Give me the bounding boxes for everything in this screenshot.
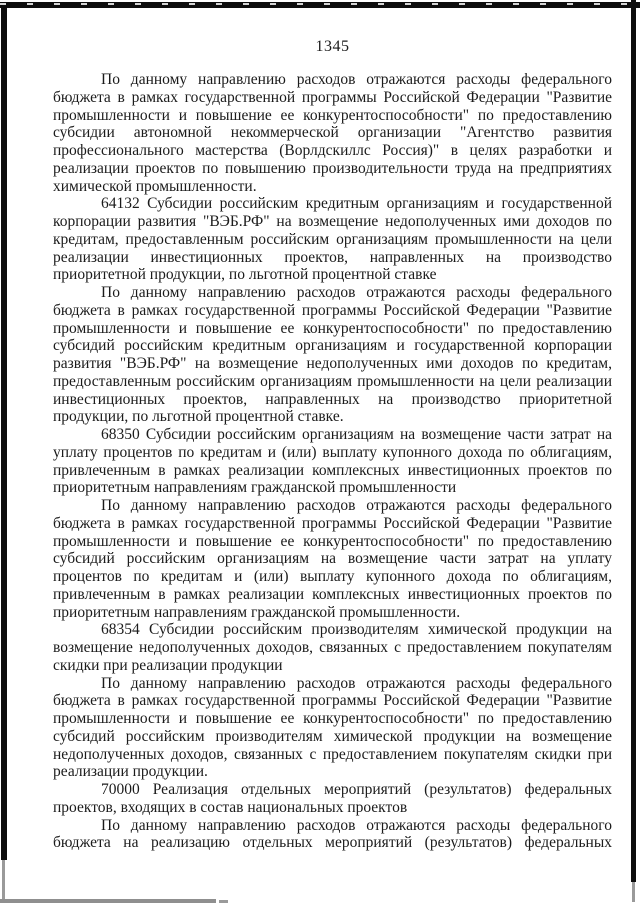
- scan-artifact-bottom-edge-dash: [219, 900, 228, 903]
- scan-artifact-left-edge-tail: [2, 860, 5, 903]
- paragraph-code-70000-heading: 70000 Реализация отдельных мероприятий (результатов) федеральных проектов, входящих в состав национальных проектов: [53, 781, 612, 816]
- paragraph-code-68354-heading: 68354 Субсидии российским производителям химической продукции на возмещение недополученных доходов, связанных с предоставлением покупателям скидки при реализации продукции: [53, 621, 612, 674]
- document-body: [53, 71, 612, 852]
- scan-artifact-bottom-edge: [0, 899, 216, 903]
- paragraph-code-68350-heading: 68350 Субсидии российским организациям на возмещение части затрат на уплату процентов по кредитам и (или) выплату купонного дохода по облигациям, привлеченным в рамках реализации комплексных инвестиционных проектов по приоритетным направлениям гражданской промышленности: [53, 426, 612, 497]
- paragraph-expense-description-70000-truncated: По данному направлению расходов отражаются расходы федерального бюджета на реализацию отдельных мероприятий (результатов) федеральных: [53, 816, 612, 852]
- paragraph-code-64132-heading: 64132 Субсидии российским кредитным организациям и государственной корпорации развития "ВЭБ.РФ" на возмещение недополученных ими доходов по кредитам, предоставленным российским организациям промышленности на цели реализации инвестиционных проектов, направленных на производство приоритетной продукции, по льготной процентной ставке: [53, 195, 612, 284]
- scan-artifact-top-edge: [0, 2, 640, 8]
- paragraph-expense-description-68350: По данному направлению расходов отражаются расходы федерального бюджета в рамках государственной программы Российской Федерации "Развитие промышленности и повышение ее конкурентоспособности" по предоставлению субсидий российским организациям на возмещение части затрат на уплату процентов по кредитам и (или) выплату купонного дохода по облигациям, привлеченным в рамках реализации комплексных инвестиционных проектов по приоритетным направлениям гражданской промышленности.: [53, 497, 612, 621]
- page-number: 1345: [315, 38, 350, 55]
- scan-artifact-right-edge-tail: [632, 882, 635, 902]
- scan-artifact-right-edge: [631, 0, 636, 882]
- paragraph-expense-description-64132: По данному направлению расходов отражаются расходы федерального бюджета в рамках государственной программы Российской Федерации "Развитие промышленности и повышение ее конкурентоспособности" по предоставлению субсидий российским кредитным организациям и государственной корпорации развития "ВЭБ.РФ" на возмещение недополученных ими доходов по кредитам, предоставленным российским организациям промышленности на цели реализации инвестиционных проектов, направленных на производство приоритетной продукции, по льготной процентной ставке.: [53, 284, 612, 426]
- scan-artifact-left-edge: [1, 8, 7, 860]
- paragraph-expense-description-68354: По данному направлению расходов отражаются расходы федерального бюджета в рамках государственной программы Российской Федерации "Развитие промышленности и повышение ее конкурентоспособности" по предоставлению субсидий российским производителям химической продукции на возмещение недополученных доходов, связанных с предоставлением покупателям скидки при реализации продукции.: [53, 674, 612, 781]
- paragraph-expense-description-worldskills: По данному направлению расходов отражаются расходы федерального бюджета в рамках государственной программы Российской Федерации "Развитие промышленности и повышение ее конкурентоспособности" по предоставлению субсидии автономной некоммерческой организации "Агентство развития профессионального мастерства (Ворлдскиллс Россия)" в целях разработки и реализации проектов по повышению производительности труда на предприятиях химической промышленности.: [53, 71, 612, 195]
